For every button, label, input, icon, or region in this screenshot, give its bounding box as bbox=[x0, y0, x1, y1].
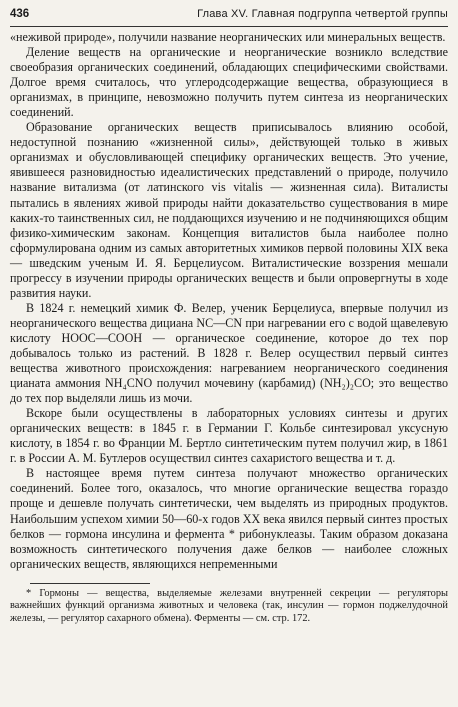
body-text bbox=[10, 30, 448, 572]
paragraph: Образование органических веществ приписывалось влиянию особой, недоступной познанию «жизненной силы», действующей только в живых организмах и обусловливающей специфику органических веществ. Это учение, явившееся разновидностью идеалистических представлений о природе, получило название витализма (от латинского vis vitalis — жизненная сила). Виталисты пытались в явлениях живой природы найти доказательство существования в мире каких-то таинственных сил, не поддающихся изучению и не подчиняющихся общим физико-химическим законам. Концепция виталистов была наиболее полно сформулирована одним из самых авторитетных химиков первой половины XIX века — шведским ученым И. Я. Берцелиусом. Виталистические воззрения мешали прогрессу в изучении природы органических веществ и были опровергнуты в ходе развития науки. bbox=[10, 120, 448, 300]
running-head: Глава XV. Главная подгруппа четвертой группы bbox=[197, 8, 448, 20]
paragraph: В 1824 г. немецкий химик Ф. Велер, ученик Берцелиуса, впервые получил из неорганического вещества дициана NC—CN при нагревании его с водой щавелевую кислоту HOOC—COOH — органическое соединение, которое до тех пор добывалось только из растений. В 1828 г. Велер осуществил первый синтез вещества животного происхождения: нагреванием неорганического соединения цианата аммония NH₄CNO получил мочевину (карбамид) (NH₂)₂CO; это вещество до тех пор выделяли лишь из мочи. bbox=[10, 300, 448, 406]
page-header bbox=[10, 8, 448, 27]
paragraph: Деление веществ на органические и неорганические возникло вследствие своеобразия органических соединений, обладающих специфическими свойствами. Долгое время считалось, что углеродсодержащие вещества, образующиеся в организмах, в принципе, невозможно получить путем синтеза из неорганических соединений. bbox=[10, 45, 448, 120]
footnote-divider bbox=[30, 583, 150, 584]
page-number: 436 bbox=[10, 8, 30, 20]
paragraph: Вскоре были осуществлены в лабораторных условиях синтезы и других органических веществ: в 1845 г. в Германии Г. Кольбе синтезировал уксусную кислоту, в 1854 г. во Франции М. Бертло синтетическим путем получил жир, в 1861 г. в России А. М. Бутлеров осуществил синтез сахаристого вещества и т. д. bbox=[10, 406, 448, 466]
paragraph: В настоящее время путем синтеза получают множество органических соединений. Более того, оказалось, что многие органические вещества гораздо проще и дешевле получать синтетически, чем выделять из природных продуктов. Наибольшим успехом химии 50—60-х годов XX века явился первый синтез простых белков — гормона инсулина и фермента * рибонуклеазы. Таким образом доказана возможность синтетического получения даже белков — наиболее сложных органических веществ, являющихся непременными bbox=[10, 466, 448, 571]
paragraph: «неживой природе», получили название неорганических или минеральных веществ. bbox=[10, 30, 446, 44]
footnote: * Гормоны — вещества, выделяемые железами внутренней секреции — регуляторы важнейших функций организма животных и человека (так, инсулин — гормон поджелудочной железы, — регулятор сахарного обмена). Ферменты — см. стр. 172. bbox=[10, 587, 448, 624]
